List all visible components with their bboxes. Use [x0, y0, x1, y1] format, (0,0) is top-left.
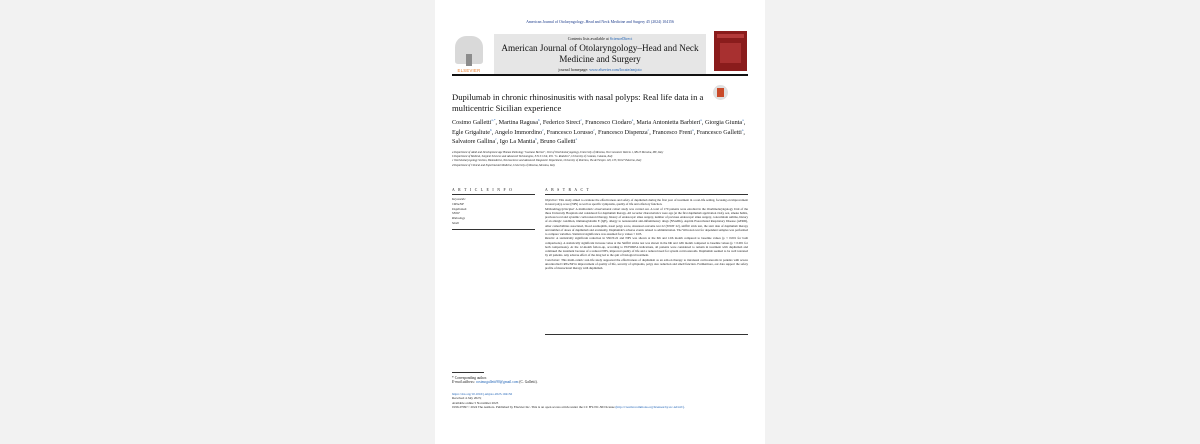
sciencedirect-link[interactable]: ScienceDirect — [609, 36, 633, 41]
author-affiliation-marker[interactable]: c — [542, 127, 544, 132]
author-name[interactable] — [452, 129, 492, 136]
article-info-heading: A R T I C L E I N F O — [452, 188, 514, 192]
results-text: A statistically significant reduction in SNOT-22 and NPS was shown at the 6th and 12th month compared to baseline values (p < 0.001 for both comparisons). A statistically significant increase value at the Sniffin' sticks test was shown in the 6th and 12th month compared to baseline values (p < 0.001 for both comparisons). At the 12-month follow-up, according to EUFOREA indications, all patients were considered to remain in treatment with dupilumab and continued the treatment because of a reduced NPS, improved quality of life and a reduced need for system corticosteroids. Dupilumab seemed to be well tolerated by all patients. Any adverse effect of the drug led to the quit of biological treatment. — [545, 236, 748, 258]
author-separator: , — [633, 119, 637, 127]
methods-label: Methodology/principal: — [545, 206, 575, 211]
corresponding-author-footnote — [452, 376, 748, 385]
author-name-text: Francesco Ciodaro — [585, 119, 632, 127]
affiliation: c Otorhinolaryngology Section, Biomedicine, Neuroscience and Advanced Diagnostic Department, University of Palermo, Via del Vespro 129, 133, 90127 Palermo, Italy — [452, 159, 642, 163]
author-affiliation-marker[interactable]: a — [741, 127, 744, 132]
license-line — [452, 405, 748, 409]
author-name[interactable] — [540, 138, 577, 145]
author-name-text: Francesco Lorusso — [546, 128, 594, 136]
abstract-conclusion — [545, 258, 748, 271]
author-name[interactable] — [499, 119, 540, 126]
contents-prefix: Contents lists available at — [567, 36, 609, 41]
author-name-text: Maria Antonietta Barbieri — [636, 119, 701, 127]
article-page — [435, 0, 765, 444]
journal-cover-thumbnail[interactable] — [714, 31, 747, 71]
author-name[interactable] — [500, 138, 537, 145]
email-line — [452, 380, 748, 384]
contents-line — [494, 36, 706, 41]
author-separator: , — [649, 128, 653, 136]
author-name[interactable] — [636, 119, 701, 126]
email-suffix: (C. Galletti). — [519, 380, 538, 385]
author-name-text: Cosimo Galletti — [452, 119, 492, 127]
author-name[interactable] — [543, 119, 582, 126]
keyword[interactable]: Smell — [452, 220, 460, 225]
author-name[interactable] — [452, 119, 496, 126]
author-separator: , — [743, 128, 745, 136]
author-name-text: Egle Grigaliute — [452, 128, 490, 136]
homepage-prefix: journal homepage: — [558, 67, 589, 72]
author-separator: , — [495, 119, 499, 127]
author-name[interactable] — [495, 129, 544, 136]
affiliation: b Department of Medical, Surgical Sciences and Advanced Technologies, E.N.T. Unit, P.O. "G. Rodolico", University of Catania, Catania, Italy — [452, 155, 613, 159]
received-date: Received 4 July 2023; — [452, 396, 482, 401]
homepage-line — [494, 67, 706, 72]
journal-masthead — [452, 31, 748, 75]
author-affiliation-marker[interactable]: b — [535, 137, 537, 142]
crossmark-mark — [717, 88, 724, 97]
masthead-divider — [452, 74, 748, 76]
author-name[interactable] — [585, 119, 633, 126]
abstract-divider — [545, 194, 748, 195]
keyword[interactable]: Dupilumab — [452, 206, 467, 211]
author-affiliation-marker[interactable]: a — [742, 118, 744, 122]
masthead-title-box — [494, 34, 706, 74]
license-text: 0196-0709/© 2024 The Authors. Published by Elsevier Inc. This is an open access article under the CC BY-NC-ND license — [452, 404, 615, 409]
available-date: Available online 5 November 2023 — [452, 400, 499, 405]
author-name-text: Federico Sireci — [542, 119, 581, 127]
author-separator: , — [536, 138, 541, 146]
journal-title: American Journal of Otolaryngology–Head and Neck Medicine and Surgery — [501, 43, 699, 64]
author-affiliation-marker[interactable]: a — [575, 137, 578, 142]
keyword[interactable]: Rhinology — [452, 216, 466, 221]
author-name[interactable] — [452, 138, 497, 145]
author-affiliation-marker[interactable]: c — [647, 127, 650, 132]
keywords-label: Keywords: — [452, 197, 466, 201]
article-title: Dupilumab in chronic rhinosinusitis with nasal polyps: Real life data in a multicentric Sicilian experience — [452, 92, 704, 113]
author-name-text: Bruno Galletti — [540, 138, 576, 146]
abstract-objective — [545, 198, 748, 207]
cover-strip — [717, 34, 744, 38]
author-name[interactable] — [598, 129, 649, 136]
author-name-text: Martina Ragusa — [498, 119, 538, 127]
results-label: Results: — [545, 236, 555, 241]
abstract-results — [545, 236, 748, 257]
homepage-link[interactable]: www.elsevier.com/locate/amjoto — [589, 67, 642, 72]
author-name-text: Francesco Dispenza — [598, 128, 648, 136]
journal-reference[interactable]: American Journal of Otolaryngology–Head and Neck Medicine and Surgery 45 (2024) 104156 — [526, 20, 674, 24]
author-separator: , — [743, 119, 746, 127]
author-name[interactable] — [652, 129, 693, 136]
abstract-heading: A B S T R A C T — [545, 188, 591, 192]
keywords-divider — [452, 229, 535, 230]
conclusion-label: Conclusion: — [545, 257, 561, 262]
author-affiliation-marker[interactable]: b — [538, 118, 540, 122]
objective-label: Objective: — [545, 198, 558, 202]
footnote-divider — [452, 372, 484, 373]
affiliation: a Department of Adult and Development Age Human Pathology "Gaetano Barresi", Unit of Otorhinolaryngology, University of Messina, Via Consolare Valeria 1, 98125 Messina, ME, Italy — [452, 151, 664, 154]
abstract-body — [545, 198, 748, 270]
email-prefix: E-mail address: — [452, 380, 475, 385]
author-separator: , — [496, 138, 500, 146]
keyword[interactable]: SNOT — [452, 211, 460, 216]
elsevier-wordmark: ELSEVIER — [457, 68, 481, 73]
author-name-text: Angelo Immordino — [494, 128, 543, 136]
elsevier-trunk-shape — [466, 54, 472, 66]
abstract-end-divider — [545, 334, 748, 335]
author-name-text: Salvatore Gallina — [452, 138, 496, 146]
author-name[interactable] — [547, 129, 595, 136]
author-separator: , — [701, 119, 705, 127]
author-affiliation-marker[interactable]: c — [580, 118, 583, 122]
methods-text: A multicentric observational cohort study was carried out. A total of 170 patients were enrolled in the Otorhinolaryngology Unit of the three University Hospitals and considered for dupilumab therapy. All recorder characteristics were age (at the first dupilumab application visit), sex, smoke habits, previous local and systemic corticosteroid therapy, history of endoscopic sinus surgery, number of previous endoscopic sinus surgery, concomitant asthma, history of an allergic condition, immunoglobulin E (IgE), allergy to nonsteroidal anti-inflammatory drugs (NSAIDs), Aspirin Exacerbated Respiratory Disease (AERD), other comorbidities associated, blood eosinophils, nasal polyp score, sinonasal outcome test 22 (SNOT 22), sniffin' stick test, the start date of dupilumab therapy and number of doses of dupilumab and eventually, Dupilumab's adverse events related to administration. The Wilcoxon test for dependent samples was performed to compare variables. Statistical significance was assumed for p values < 0.05. — [545, 206, 749, 236]
author-separator: , — [543, 128, 547, 136]
author-affiliation-marker[interactable]: a — [692, 127, 694, 132]
abstract-methods — [545, 207, 748, 237]
cover-image — [720, 43, 741, 63]
doi-link[interactable]: https://doi.org/10.1016/j.amjoto.2023.104156 — [452, 392, 513, 396]
author-separator: , — [594, 128, 598, 136]
author-name[interactable] — [697, 129, 744, 136]
affiliation: d Department of Clinical and Experimental Medicine, University of Messina, Messina, Italy — [452, 163, 555, 167]
author-separator: , — [582, 119, 586, 127]
affiliation-list — [452, 151, 748, 168]
keyword[interactable]: CRSwNP — [452, 201, 464, 206]
author-separator: , — [539, 119, 543, 127]
author-affiliation-marker[interactable]: b — [489, 127, 492, 132]
author-affiliation-marker[interactable]: c — [495, 137, 497, 142]
author-name-text: Giorgia Giunta — [704, 119, 743, 127]
author-list — [452, 117, 748, 146]
publication-info — [452, 392, 748, 409]
author-name-text: Igo La Mantia — [499, 138, 536, 146]
author-separator: , — [693, 128, 697, 136]
email-link[interactable]: cosimogalletti90@gmail.com — [475, 380, 519, 385]
conclusion-text: This multi-centric real-life study supported the effectiveness of dupilumab as an add-on therapy to intranasal corticosteroids in patients with severe uncontrolled CRSwNP in improvement of quality of life, severity of symptoms, polyp size reduction and smell function. Furthermore, our data support the safety profile of monoclonal therapy with dupilumab. — [545, 257, 748, 270]
corresponding-label: * Corresponding author. — [452, 376, 487, 380]
author-affiliation-marker[interactable]: a — [631, 118, 634, 122]
keywords-block — [452, 197, 535, 226]
elsevier-logo[interactable] — [452, 34, 486, 74]
check-for-updates-icon[interactable] — [713, 85, 728, 100]
author-separator: , — [491, 128, 495, 136]
author-name[interactable] — [705, 119, 744, 126]
objective-text: This study aimed to evaluate the effectiveness and safety of dupilumab during the first year of treatment in a real-life setting, focusing on improvement in nasal polyp score (NPS) as well as specific symptoms, quality of life and olfactory function. — [545, 198, 749, 207]
author-affiliation-marker[interactable]: a,* — [491, 118, 496, 122]
article-info-divider — [452, 194, 535, 195]
author-name-text: Francesco Galletti — [696, 128, 742, 136]
author-affiliation-marker[interactable]: a — [700, 118, 702, 122]
author-affiliation-marker[interactable]: c — [593, 127, 595, 132]
license-link[interactable]: (http://creativecommons.org/licenses/by-nc-nd/4.0/). — [615, 404, 685, 409]
author-name-text: Francesco Freni — [652, 128, 693, 136]
